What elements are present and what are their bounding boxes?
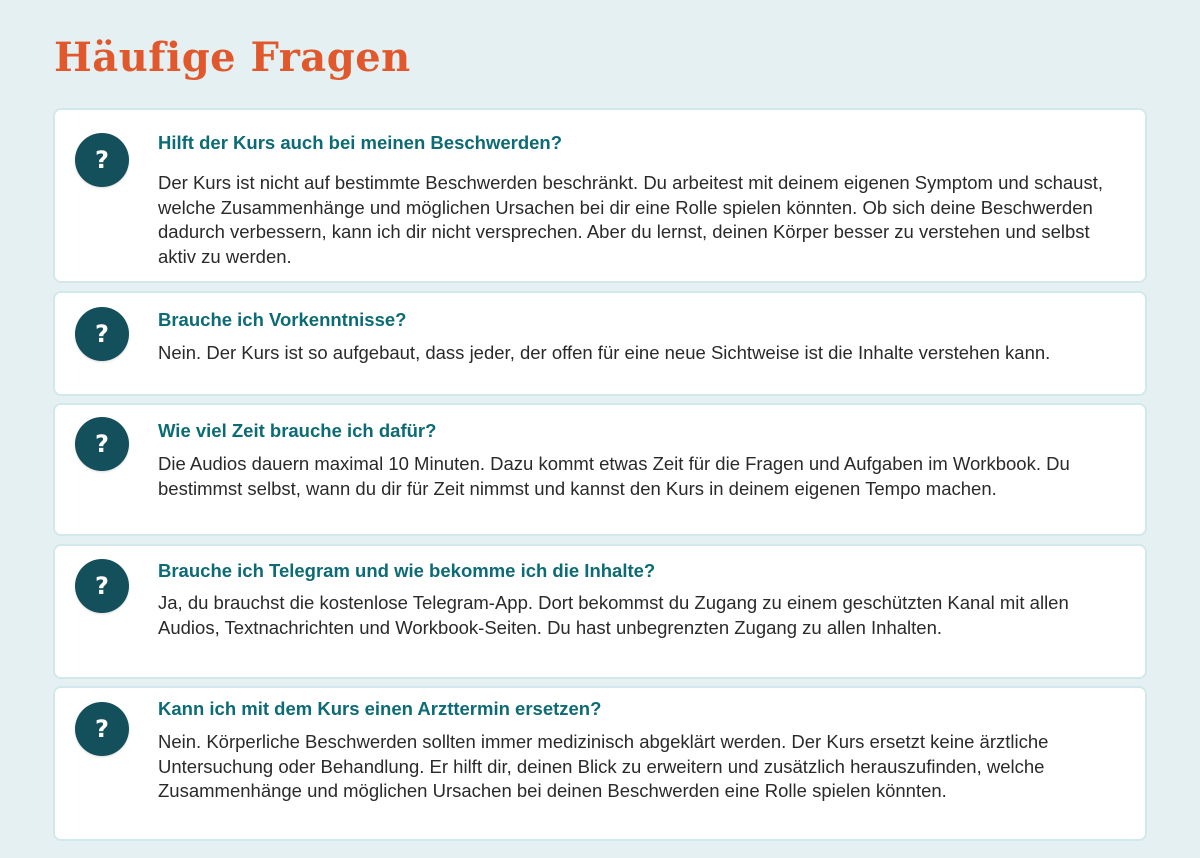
faq-question: Wie viel Zeit brauche ich dafür?	[158, 420, 437, 441]
question-mark-icon: ?	[75, 559, 129, 613]
faq-answer: Nein. Der Kurs ist so aufgebaut, dass jeder, der offen für eine neue Sichtweise ist die Inhalte verstehen kann.	[158, 342, 1051, 363]
question-mark-icon: ?	[75, 702, 129, 756]
faq-card-2	[53, 291, 1147, 396]
faq-card-5	[53, 686, 1147, 841]
faq-question: Hilft der Kurs auch bei meinen Beschwerden?	[158, 132, 563, 153]
faq-card-4	[53, 544, 1147, 679]
faq-card-1	[53, 108, 1147, 283]
faq-question: Kann ich mit dem Kurs einen Arzttermin ersetzen?	[158, 698, 602, 719]
faq-answer: Die Audios dauern maximal 10 Minuten. Dazu kommt etwas Zeit für die Fragen und Aufgaben im Workbook. Du bestimmst selbst, wann du dir für Zeit nimmst und kannst den Kurs in deinem eigenen Tempo machen.	[158, 453, 1070, 499]
question-mark-icon: ?	[75, 307, 129, 361]
faq-question: Brauche ich Vorkenntnisse?	[158, 309, 407, 330]
question-mark-icon: ?	[75, 417, 129, 471]
faq-card-3	[53, 403, 1147, 536]
faq-question: Brauche ich Telegram und wie bekomme ich die Inhalte?	[158, 560, 656, 581]
faq-answer: Ja, du brauchst die kostenlose Telegram-App. Dort bekommst du Zugang zu einem geschützten Kanal mit allen Audios, Textnachrichten und Workbook-Seiten. Du hast unbegrenzten Zugang zu allen Inhalten.	[158, 592, 1069, 638]
faq-answer: Der Kurs ist nicht auf bestimmte Beschwerden beschränkt. Du arbeitest mit deinem eigenen Symptom und schaust, welche Zusammenhänge und möglichen Ursachen bei dir eine Rolle spielen könnten. Ob sich deine Beschwerden dadurch verbessern, kann ich dir nicht versprechen. Aber du lernst, deinen Körper besser zu verstehen und selbst aktiv zu werden.	[158, 172, 1103, 267]
question-mark-icon: ?	[75, 133, 129, 187]
page-title: Häufige Fragen	[54, 34, 411, 81]
faq-answer: Nein. Körperliche Beschwerden sollten immer medizinisch abgeklärt werden. Der Kurs ersetzt keine ärztliche Untersuchung oder Behandlung. Er hilft dir, deinen Blick zu erweitern und zusätzlich herauszufinden, welche Zusammenhänge und möglichen Ursachen bei deinen Beschwerden eine Rolle spielen könnten.	[158, 731, 1049, 801]
